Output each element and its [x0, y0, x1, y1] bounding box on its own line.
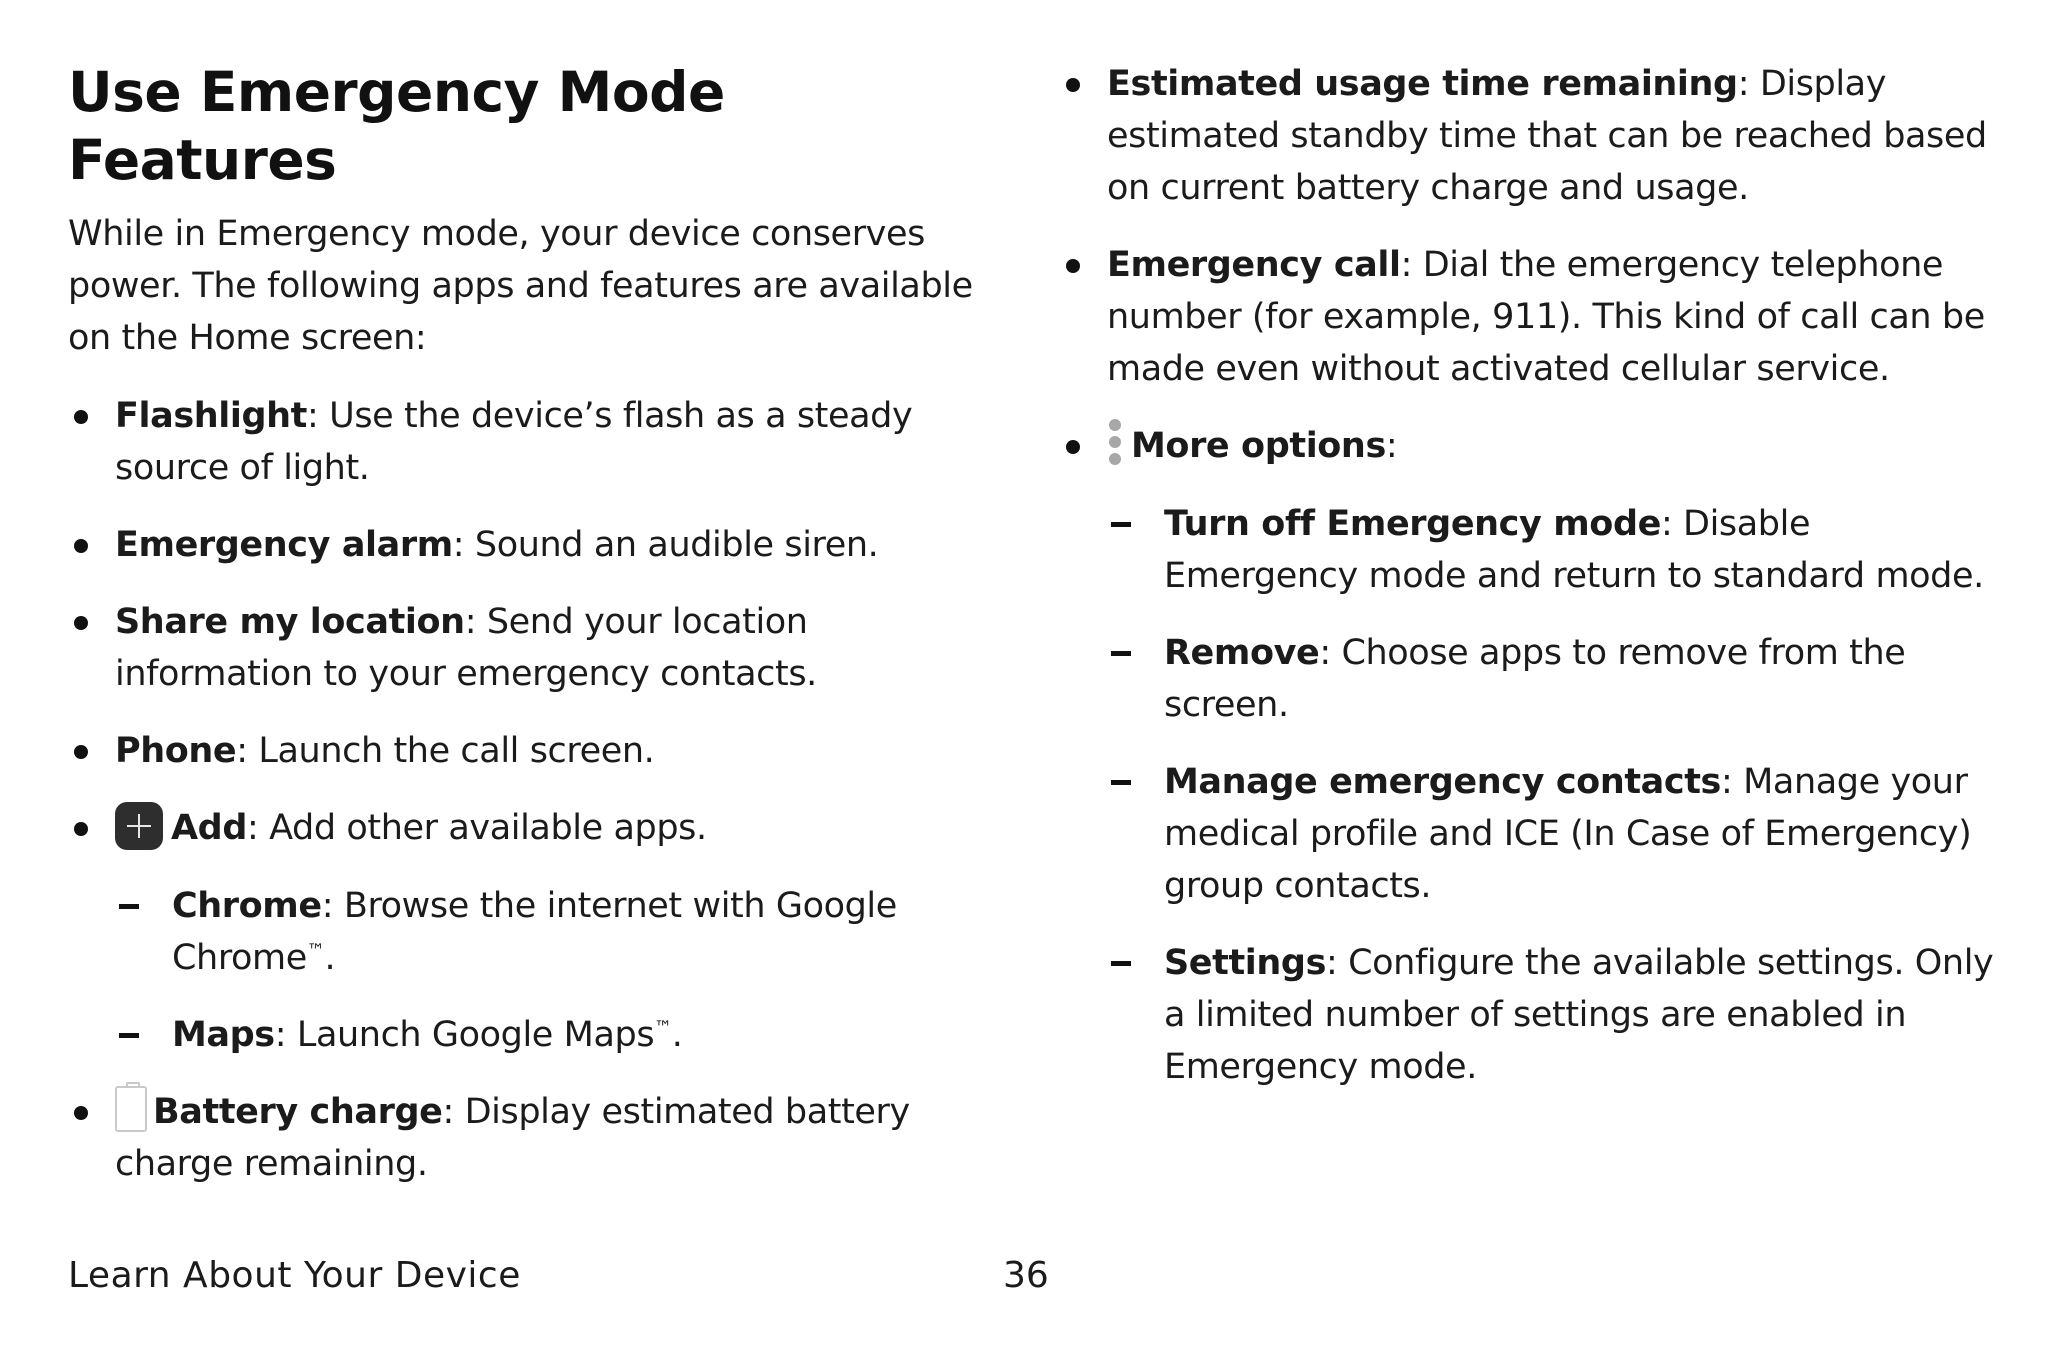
- right-column: [1060, 58, 2000, 1118]
- feature-list: [68, 390, 1008, 1190]
- list-item-add: [68, 802, 1008, 1061]
- feature-list-continued: [1060, 58, 2000, 1093]
- sublist-item-chrome: [115, 880, 1008, 984]
- item-term: Emergency call: [1107, 245, 1401, 285]
- item-term: Emergency alarm: [115, 525, 453, 565]
- trademark-mark: ™: [654, 1017, 672, 1039]
- dash-icon: [119, 1033, 139, 1038]
- sublist-item-manage-contacts: [1107, 756, 2000, 912]
- item-desc: : Browse the internet with Google Chrome: [172, 886, 897, 978]
- footer-section-title: Learn About Your Device: [68, 1255, 521, 1296]
- bullet-icon: [1066, 440, 1080, 454]
- item-term: Estimated usage time remaining: [1107, 64, 1738, 104]
- item-end: .: [324, 938, 336, 978]
- dash-icon: [119, 904, 139, 909]
- item-term: Add: [171, 808, 247, 848]
- item-desc: : Launch Google Maps: [274, 1015, 655, 1055]
- bullet-icon: [74, 1106, 88, 1120]
- page-title: Use Emergency Mode Features: [68, 60, 725, 192]
- item-term: Flashlight: [115, 396, 307, 436]
- intro-paragraph: While in Emergency mode, your device conserves power. The following apps and features are available on the Home screen:: [68, 214, 973, 358]
- bullet-icon: [1066, 78, 1080, 92]
- dash-icon: [1111, 780, 1131, 785]
- dash-icon: [1111, 961, 1131, 966]
- sublist-item-turn-off: [1107, 498, 2000, 602]
- list-item-share-location: [68, 596, 1008, 700]
- item-desc: : Configure the available settings. Only a limited number of settings are enabled in Emergency mode.: [1164, 943, 1994, 1087]
- item-desc: : Display estimated battery charge remaining.: [115, 1092, 910, 1184]
- list-item-phone: [68, 725, 1008, 777]
- bullet-icon: [74, 410, 88, 424]
- item-desc: : Launch the call screen.: [236, 731, 655, 771]
- item-term: Settings: [1164, 943, 1327, 983]
- page-number: 36: [1003, 1255, 1049, 1296]
- item-desc: :: [1385, 426, 1398, 466]
- list-item-emergency-call: [1060, 239, 2000, 395]
- battery-icon: [115, 1086, 147, 1132]
- item-desc: : Sound an audible siren.: [452, 525, 879, 565]
- sublist-item-maps: [115, 1009, 1008, 1061]
- item-desc: : Dial the emergency telephone number (for example, 911). This kind of call can be made even without activated cellular service.: [1107, 245, 1985, 389]
- item-desc: : Use the device’s flash as a steady source of light.: [115, 396, 913, 488]
- item-term: Maps: [172, 1015, 275, 1055]
- item-desc: : Manage your medical profile and ICE (In Case of Emergency) group contacts.: [1164, 762, 1972, 906]
- more-options-icon: [1107, 419, 1123, 467]
- list-item-flashlight: [68, 390, 1008, 494]
- list-item-emergency-alarm: [68, 519, 1008, 571]
- dash-icon: [1111, 522, 1131, 527]
- item-term: Manage emergency contacts: [1164, 762, 1721, 802]
- item-term: Share my location: [115, 602, 465, 642]
- item-term: Remove: [1164, 633, 1320, 673]
- sublist-item-settings: [1107, 937, 2000, 1093]
- item-desc: : Choose apps to remove from the screen.: [1164, 633, 1906, 725]
- left-column: [68, 58, 1008, 1215]
- item-term: More options: [1131, 426, 1386, 466]
- item-term: Turn off Emergency mode: [1164, 504, 1661, 544]
- sublist-item-remove: [1107, 627, 2000, 731]
- add-icon: [115, 802, 163, 850]
- bullet-icon: [74, 616, 88, 630]
- list-item-more-options: [1060, 420, 2000, 1093]
- item-desc: : Display estimated standby time that can be reached based on current battery charge and usage.: [1107, 64, 1987, 208]
- add-sublist: [115, 880, 1008, 1061]
- bullet-icon: [74, 745, 88, 759]
- bullet-icon: [1066, 259, 1080, 273]
- trademark-mark: ™: [306, 940, 325, 962]
- item-desc: : Send your location information to your emergency contacts.: [115, 602, 817, 694]
- dash-icon: [1111, 651, 1131, 656]
- bullet-icon: [74, 539, 88, 553]
- item-end: .: [671, 1015, 683, 1055]
- item-term: Chrome: [172, 886, 322, 926]
- item-term: Battery charge: [153, 1092, 443, 1132]
- item-desc: : Disable Emergency mode and return to standard mode.: [1164, 504, 1984, 596]
- list-item-usage-time: [1060, 58, 2000, 214]
- item-term: Phone: [115, 731, 237, 771]
- more-options-sublist: [1107, 498, 2000, 1093]
- list-item-battery-charge: [68, 1086, 1008, 1190]
- item-desc: : Add other available apps.: [247, 808, 707, 848]
- bullet-icon: [74, 822, 88, 836]
